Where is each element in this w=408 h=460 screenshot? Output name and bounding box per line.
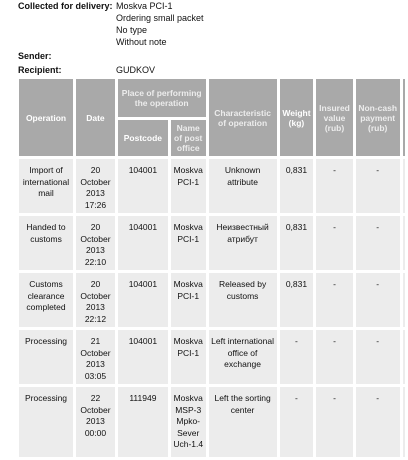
cell-insured-value: - [316, 273, 353, 327]
header-postcode: Postcode [118, 120, 168, 156]
cell-characteristic: Неизвестный атрибут [209, 216, 277, 270]
cell-weight: - [280, 387, 314, 457]
sender-label: Sender: [18, 51, 52, 61]
header-characteristic: Characteristic of operation [209, 79, 277, 156]
collected-line: Ordering small packet [116, 13, 204, 23]
sender-row [18, 50, 408, 62]
header-operation: Operation [19, 79, 73, 156]
cell-operation: Import of international mail [19, 159, 73, 213]
cell-edge [403, 159, 405, 213]
cell-date: 22 October 2013 00:00 [76, 387, 115, 457]
collected-line: Without note [116, 37, 167, 47]
cell-weight: - [280, 330, 314, 384]
cell-date: 21 October 2013 03:05 [76, 330, 115, 384]
cell-characteristic: Released by customs [209, 273, 277, 327]
collected-label: Collected for delivery: [18, 1, 113, 11]
header-insured-value: Insured value (rub) [316, 79, 353, 156]
cell-postcode: 104001 [118, 330, 168, 384]
cell-edge [403, 387, 405, 457]
cell-payment: - [356, 273, 400, 327]
cell-postcode: 104001 [118, 216, 168, 270]
table-row [19, 273, 405, 327]
cell-postcode: 104001 [118, 273, 168, 327]
delivery-info [18, 0, 408, 76]
cell-weight: 0,831 [280, 273, 314, 327]
table-row [19, 330, 405, 384]
cell-post-office: Moskva PCI-1 [171, 216, 206, 270]
cell-weight: 0,831 [280, 159, 314, 213]
table-row [19, 216, 405, 270]
cell-date: 20 October 2013 17:26 [76, 159, 115, 213]
cell-post-office: Moskva PCI-1 [171, 159, 206, 213]
cell-insured-value: - [316, 159, 353, 213]
cell-post-office: Moskva PCI-1 [171, 273, 206, 327]
cell-edge [403, 330, 405, 384]
cell-post-office: Moskva MSP-3 Mpko-Sever Uch-1.4 [171, 387, 206, 457]
tracking-table [16, 76, 408, 460]
cell-post-office: Moskva PCI-1 [171, 330, 206, 384]
cell-operation: Processing [19, 387, 73, 457]
header-edge [403, 79, 405, 156]
header-row-top [19, 79, 405, 117]
cell-operation: Handed to customs [19, 216, 73, 270]
cell-date: 20 October 2013 22:12 [76, 273, 115, 327]
collected-values [116, 0, 204, 48]
cell-insured-value: - [316, 330, 353, 384]
cell-payment: - [356, 330, 400, 384]
cell-payment: - [356, 387, 400, 457]
collected-line: Moskva PCI-1 [116, 1, 173, 11]
header-non-cash-payment: Non-cash payment (rub) [356, 79, 400, 156]
recipient-row [18, 64, 408, 76]
collected-line: No type [116, 25, 148, 35]
cell-characteristic: Unknown attribute [209, 159, 277, 213]
cell-characteristic: Left the sorting center [209, 387, 277, 457]
recipient-value: GUDKOV [116, 65, 156, 75]
header-weight: Weight (kg) [280, 79, 314, 156]
header-place: Place of performing the operation [118, 79, 206, 117]
header-date: Date [76, 79, 115, 156]
cell-edge [403, 273, 405, 327]
cell-weight: 0,831 [280, 216, 314, 270]
cell-operation: Customs clearance completed [19, 273, 73, 327]
cell-characteristic: Left international office of exchange [209, 330, 277, 384]
cell-operation: Processing [19, 330, 73, 384]
recipient-label: Recipient: [18, 65, 62, 75]
cell-postcode: 104001 [118, 159, 168, 213]
table-row [19, 387, 405, 457]
cell-edge [403, 216, 405, 270]
cell-insured-value: - [316, 387, 353, 457]
cell-payment: - [356, 159, 400, 213]
collected-row [18, 0, 408, 48]
cell-payment: - [356, 216, 400, 270]
cell-insured-value: - [316, 216, 353, 270]
header-post-office-name: Name of post office [171, 120, 206, 156]
table-row [19, 159, 405, 213]
cell-date: 20 October 2013 22:10 [76, 216, 115, 270]
cell-postcode: 111949 [118, 387, 168, 457]
